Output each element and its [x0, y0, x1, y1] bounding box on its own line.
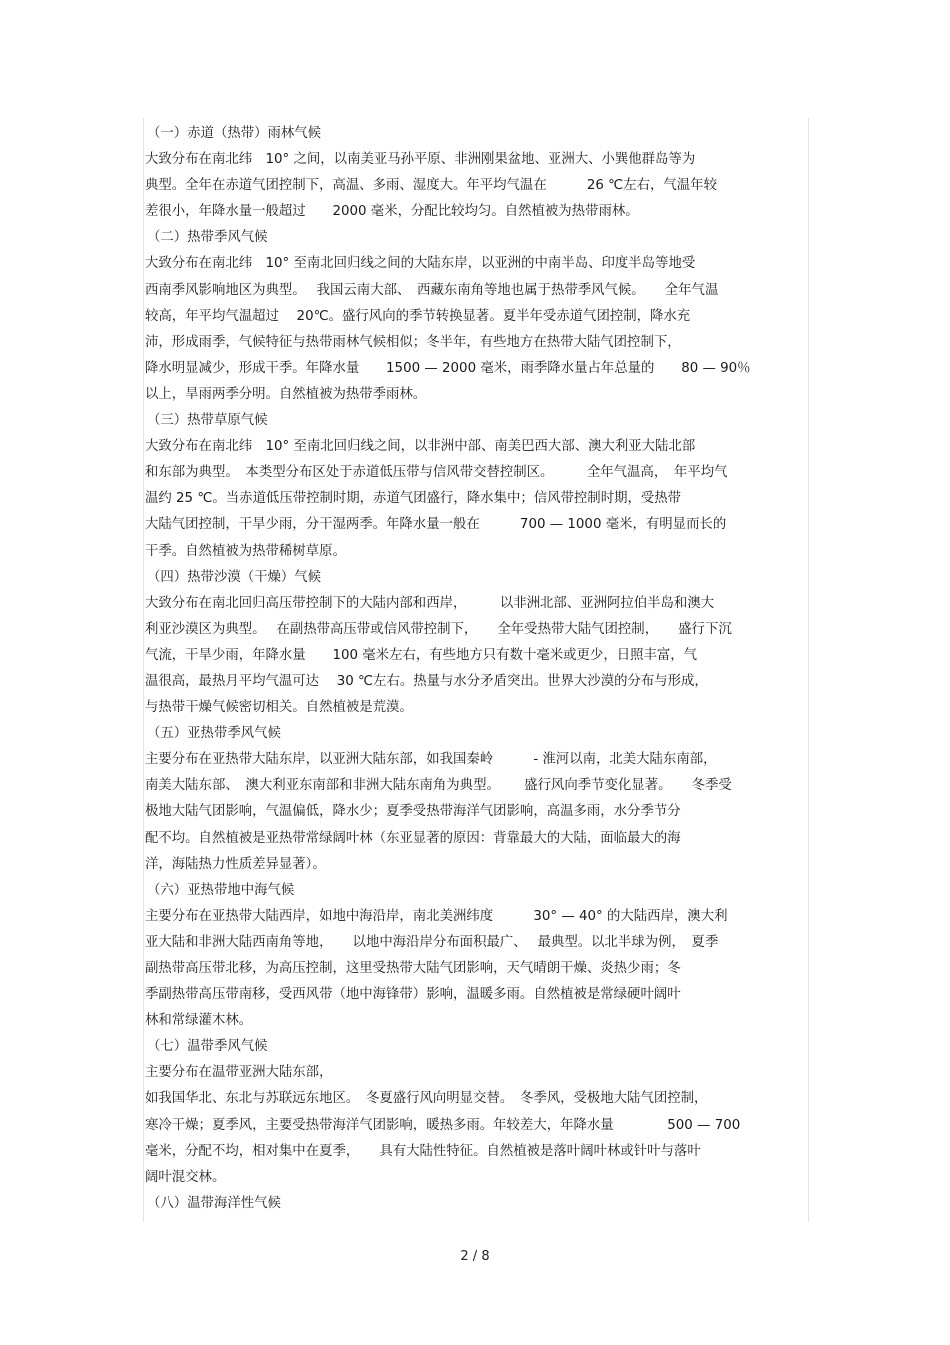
paragraph-line: 副热带高压带北移，为高压控制，这里受热带大陆气团影响，天气晴朗干燥、炎热少雨；冬: [145, 961, 681, 976]
paragraph-line: 沛，形成雨季，气候特征与热带雨林气候相似；冬半年，有些地方在热带大陆气团控制下，: [145, 334, 681, 350]
paragraph-line: 利亚沙漠区为典型。 在副热带高压带或信风带控制下， 全年受热带大陆气团控制， 盛行下沉: [145, 621, 732, 637]
section-heading: （三）热带草原气候: [147, 413, 268, 429]
paragraph-line: 南美大陆东部、 澳大利亚东南部和非洲大陆东南角为典型。 盛行风向季节变化显著。 冬季受: [145, 778, 732, 794]
section-heading: （八）温带海洋性气候: [147, 1195, 281, 1211]
paragraph-line: 大致分布在南北纬 10° 至南北回归线之间，以非洲中部、南美巴西大部、澳大利亚大陆北部: [145, 439, 696, 455]
paragraph-line: 以上，旱雨两季分明。自然植被为热带季雨林。: [145, 386, 427, 402]
paragraph-line: 典型。全年在赤道气团控制下，高温、多雨、湿度大。年平均气温在 26 ℃左右，气温年较: [145, 178, 717, 194]
paragraph-line: 极地大陆气团影响，气温偏低，降水少；夏季受热带海洋气团影响，高温多雨，水分季节分: [145, 804, 681, 820]
paragraph-line: 大致分布在南北回归高压带控制下的大陆内部和西岸， 以非洲北部、亚洲阿拉伯半岛和澳大: [145, 595, 715, 611]
paragraph-line: 毫米，分配不均，相对集中在夏季， 具有大陆性特征。自然植被是落叶阔叶林或针叶与落叶: [145, 1143, 701, 1159]
section-heading: （四）热带沙漠（干燥）气候: [147, 569, 322, 585]
paragraph-line: 降水明显减少，形成干季。年降水量 1500 — 2000 毫米，雨季降水量占年总量的 80 — 90％: [145, 360, 751, 376]
paragraph-line: 西南季风影响地区为典型。 我国云南大部、 西藏东南角等地也属于热带季风气候。 全年气温: [145, 282, 719, 298]
paragraph-line: 主要分布在亚热带大陆西岸，如地中海沿岸，南北美洲纬度 30° — 40° 的大陆西岸，澳大利: [145, 908, 728, 924]
paragraph-line: 气流，干旱少雨，年降水量 100 毫米左右，有些地方只有数十毫米或更少，日照丰富，气: [145, 647, 698, 663]
paragraph-line: 干季。自然植被为热带稀树草原。: [145, 543, 346, 559]
paragraph-line: 如我国华北、东北与苏联远东地区。 冬夏盛行风向明显交替。 冬季风，受极地大陆气团控制，: [145, 1091, 708, 1107]
paragraph-line: 大陆气团控制，干旱少雨，分干湿两季。年降水量一般在 700 — 1000 毫米，有明显而长的: [145, 517, 727, 533]
section-heading: （六）亚热带地中海气候: [147, 882, 295, 898]
paragraph-line: 季副热带高压带南移，受西风带（地中海锋带）影响，温暖多雨。自然植被是常绿硬叶阔叶: [145, 987, 681, 1003]
section-heading: （二）热带季风气候: [147, 230, 268, 246]
paragraph-line: 阔叶混交林。: [145, 1169, 226, 1185]
paragraph-line: 亚大陆和非洲大陆西南角等地， 以地中海沿岸分布面积最广、 最典型。以北半球为例， 夏季: [145, 934, 719, 950]
paragraph-line: 配不均。自然植被是亚热带常绿阔叶林（东亚显著的原因：背靠最大的大陆，面临最大的海: [145, 830, 681, 846]
paragraph-line: 大致分布在南北纬 10° 之间，以南美亚马孙平原、非洲刚果盆地、亚洲大、小巽他群岛等为: [145, 152, 696, 168]
paragraph-line: 温约 25 ℃。当赤道低压带控制时期，赤道气团盛行，降水集中；信风带控制时期，受热带: [145, 491, 682, 507]
paragraph-line: 和东部为典型。 本类型分布区处于赤道低压带与信风带交替控制区。 全年气温高， 年平均气: [145, 465, 728, 481]
paragraph-line: 大致分布在南北纬 10° 至南北回归线之间的大陆东岸，以亚洲的中南半岛、印度半岛等地受: [145, 256, 696, 272]
page-number: 2 / 8: [460, 1249, 490, 1264]
paragraph-line: 主要分布在温带亚洲大陆东部，: [145, 1065, 333, 1081]
paragraph-line: 主要分布在亚热带大陆东岸，以亚洲大陆东部，如我国秦岭 - 淮河以南，北美大陆东南部，: [145, 752, 717, 768]
document-body: [145, 121, 805, 1217]
paragraph-line: 较高，年平均气温超过 20℃。盛行风向的季节转换显著。夏半年受赤道气团控制，降水充: [145, 308, 691, 324]
paragraph-line: 温很高，最热月平均气温可达 30 ℃左右。热量与水分矛盾突出。世界大沙漠的分布与形成，: [145, 673, 708, 689]
paragraph-line: 林和常绿灌木林。: [145, 1013, 253, 1029]
paragraph-line: 洋，海陆热力性质差异显著）。: [145, 856, 326, 872]
paragraph-line: 差很小，年降水量一般超过 2000 毫米，分配比较均匀。自然植被为热带雨林。: [145, 204, 639, 220]
section-heading: （七）温带季风气候: [147, 1039, 268, 1055]
section-heading: （一）赤道（热带）雨林气候: [147, 126, 322, 141]
section-heading: （五）亚热带季风气候: [147, 726, 281, 742]
paragraph-line: 寒冷干燥；夏季风，主要受热带海洋气团影响，暖热多雨。年较差大，年降水量 500 — 700: [145, 1117, 741, 1133]
paragraph-line: 与热带干燥气候密切相关。自然植被是荒漠。: [145, 700, 413, 716]
